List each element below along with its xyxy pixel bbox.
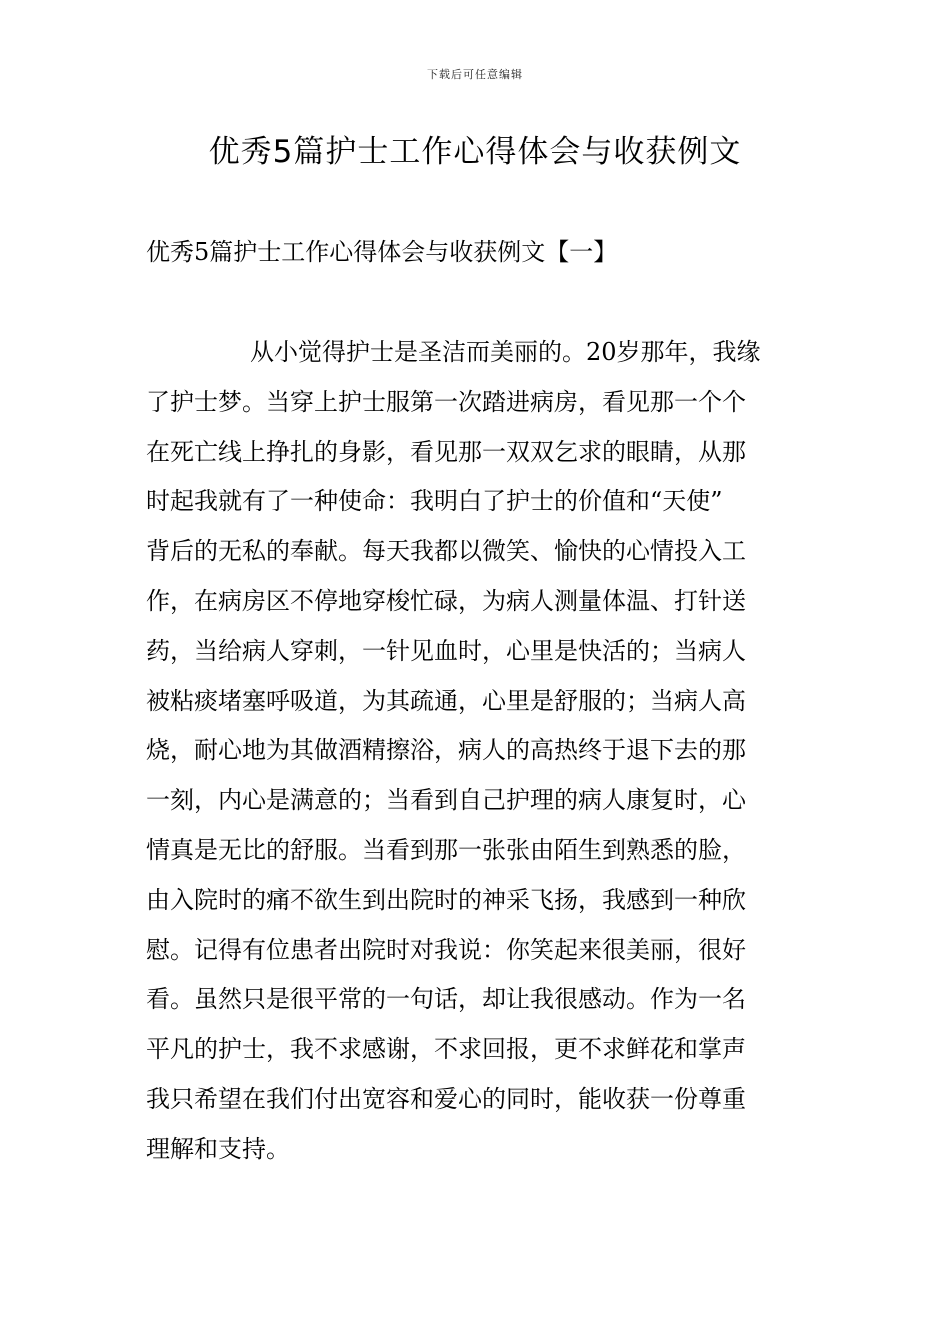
paragraph-line: 背后的无私的奉献。每天我都以微笑、愉快的心情投入工 <box>146 537 746 566</box>
body-paragraph <box>146 328 806 1175</box>
paragraph-line: 理解和支持。 <box>146 1134 290 1163</box>
document-title: 优秀5篇护士工作心得体会与收获例文 <box>208 134 742 170</box>
paragraph-line: 时起我就有了一种使命：我明白了护士的价值和“天使” <box>146 487 723 516</box>
paragraph-line: 作，在病房区不停地穿梭忙碌，为病人测量体温、打针送 <box>146 586 746 615</box>
paragraph-line: 一刻，内心是满意的；当看到自己护理的病人康复时，心 <box>146 786 746 815</box>
paragraph-line: 药，当给病人穿刺，一针见血时，心里是快活的；当病人 <box>146 636 746 665</box>
paragraph-line: 了护士梦。当穿上护士服第一次踏进病房，看见那一个个 <box>146 387 746 416</box>
paragraph-line: 由入院时的痛不欲生到出院时的神采飞扬，我感到一种欣 <box>146 885 746 914</box>
paragraph-line: 看。虽然只是很平常的一句话，却让我很感动。作为一名 <box>146 985 746 1014</box>
paragraph-line: 情真是无比的舒服。当看到那一张张由陌生到熟悉的脸， <box>146 835 746 864</box>
section-heading: 优秀5篇护士工作心得体会与收获例文【一】 <box>146 238 618 266</box>
paragraph-line: 烧，耐心地为其做酒精擦浴，病人的高热终于退下去的那 <box>146 736 746 765</box>
paragraph-line: 平凡的护士，我不求感谢，不求回报，更不求鲜花和掌声 <box>146 1035 746 1064</box>
header-note: 下载后可任意编辑 <box>427 68 523 81</box>
paragraph-line: 慰。记得有位患者出院时对我说：你笑起来很美丽，很好 <box>146 935 746 964</box>
paragraph-line: 从小觉得护士是圣洁而美丽的。20岁那年，我缘 <box>250 338 761 366</box>
paragraph-line: 被粘痰堵塞呼吸道，为其疏通，心里是舒服的；当病人高 <box>146 686 746 715</box>
paragraph-line: 在死亡线上挣扎的身影，看见那一双双乞求的眼睛，从那 <box>146 437 746 466</box>
paragraph-line: 我只希望在我们付出宽容和爱心的同时，能收获一份尊重 <box>146 1084 746 1113</box>
